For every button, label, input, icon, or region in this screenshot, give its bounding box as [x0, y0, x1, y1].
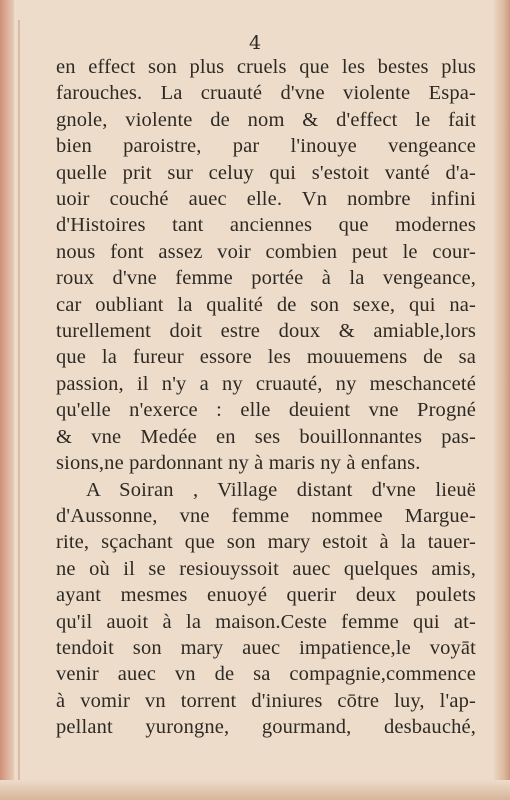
text-line: farouches. La cruauté d'vne violente Espa-: [56, 82, 476, 105]
text-line: bien paroistre, par l'inouye vengeance: [56, 135, 476, 158]
text-line: en effect son plus cruels que les bestes plus: [56, 56, 476, 78]
page-right-edge: [494, 0, 510, 800]
text-line: d'Histoires tant anciennes que modernes: [56, 214, 476, 237]
text-line: d'Aussonne, vne femme nommee Margue-: [56, 504, 476, 527]
text-line: quelle prit sur celuy qui s'estoit vanté d'a-: [56, 161, 476, 184]
text-line: que la fureur essore les mouuemens de sa: [56, 346, 476, 369]
text-line: A Soiran , Village distant d'vne lieuë: [86, 478, 476, 501]
body-text: [56, 54, 476, 741]
text-line: qu'elle n'exerce : elle deuient vne Progné: [56, 399, 476, 422]
text-line: nous font assez voir combien peut le cour-: [56, 240, 476, 263]
text-line: pellant yurongne, gourmand, desbauché,: [56, 716, 476, 739]
text-line: ne où il se resiouyssoit auec quelques amis,: [56, 557, 476, 580]
text-line: sions,ne pardonnant ny à maris ny à enfans.: [56, 452, 421, 475]
page-bottom-edge: [0, 780, 510, 800]
text-line: rite, sçachant que son mary estoit à la tauer-: [56, 531, 476, 554]
text-line: tendoit son mary auec impatience,le voyāt: [56, 636, 476, 659]
text-line: passion, il n'y a ny cruauté, ny meschanceté: [56, 372, 476, 395]
text-line: ayant mesmes enuoyé querir deux poulets: [56, 584, 476, 607]
text-line: roux d'vne femme portée à la vengeance,: [56, 267, 476, 290]
text-line: car oubliant la qualité de son sexe, qui na-: [56, 293, 476, 316]
text-line: gnole, violente de nom & d'effect le fait: [56, 108, 476, 131]
text-line: uoir couché auec elle. Vn nombre infini: [56, 188, 476, 211]
text-line: qu'il auoit à la maison.Ceste femme qui at-: [56, 610, 476, 633]
text-line: venir auec vn de sa compagnie,commence: [56, 663, 476, 686]
binding-fold: [18, 20, 20, 780]
page-number: 4: [248, 32, 262, 54]
text-line: & vne Medée en ses bouillonnantes pas-: [56, 425, 476, 448]
text-line: turellement doit estre doux & amiable,lors: [56, 320, 476, 343]
text-line: à vomir vn torrent d'iniures cōtre luy, l'ap-: [56, 689, 476, 712]
page-left-edge: [0, 0, 14, 800]
